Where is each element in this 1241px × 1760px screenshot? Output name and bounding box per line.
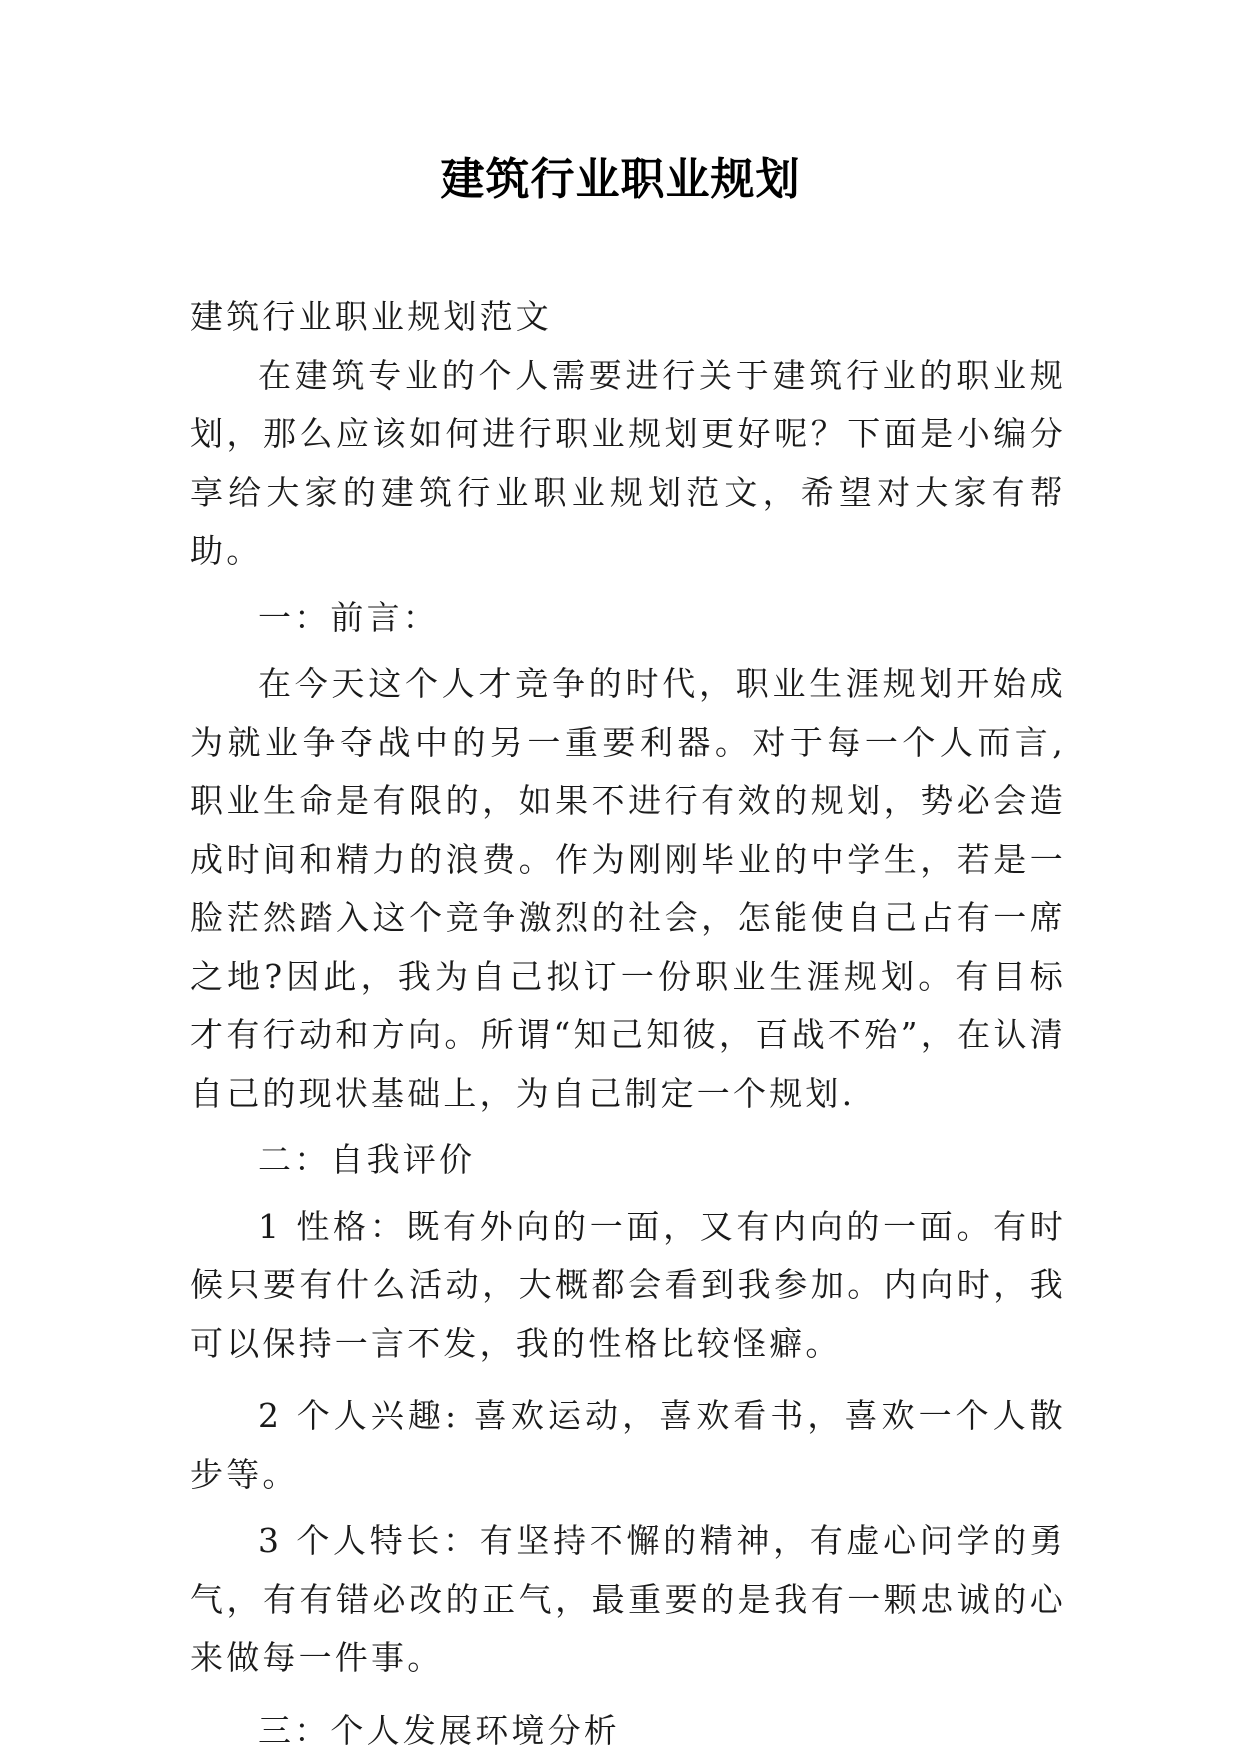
section-heading-preface: 一：前言： [190, 589, 1066, 648]
paragraph-strengths: 3 个人特长：有坚持不懈的精神，有虚心问学的勇气，有有错必改的正气，最重要的是我有一颗忠诚的心来做每一件事。 [190, 1512, 1066, 1688]
paragraph-personality: 1 性格：既有外向的一面，又有内向的一面。有时候只要有什么活动，大概都会看到我参加。内向时，我可以保持一言不发，我的性格比较怪癖。 [190, 1198, 1066, 1374]
paragraph-preface: 在今天这个人才竞争的时代，职业生涯规划开始成为就业争夺战中的另一重要利器。对于每一个人而言,职业生命是有限的，如果不进行有效的规划，势必会造成时间和精力的浪费。作为刚刚毕业的中学生，若是一脸茫然踏入这个竞争激烈的社会，怎能使自己占有一席之地?因此，我为自己拟订一份职业生涯规划。有目标才有行动和方向。所谓“知己知彼，百战不殆”，在认清自己的现状基础上，为自己制定一个规划. [190, 655, 1066, 1123]
paragraph-subtitle: 建筑行业职业规划范文 [190, 288, 1066, 347]
document-body [190, 288, 1066, 1760]
paragraph-interests: 2 个人兴趣: 喜欢运动，喜欢看书，喜欢一个人散步等。 [190, 1387, 1066, 1504]
document-title: 建筑行业职业规划 [0, 150, 1241, 210]
section-heading-environment-analysis: 三：个人发展环境分析 [190, 1702, 1066, 1760]
paragraph-intro: 在建筑专业的个人需要进行关于建筑行业的职业规划，那么应该如何进行职业规划更好呢？下面是小编分享给大家的建筑行业职业规划范文，希望对大家有帮助。 [190, 347, 1066, 581]
section-heading-self-evaluation: 二：自我评价 [190, 1131, 1066, 1190]
